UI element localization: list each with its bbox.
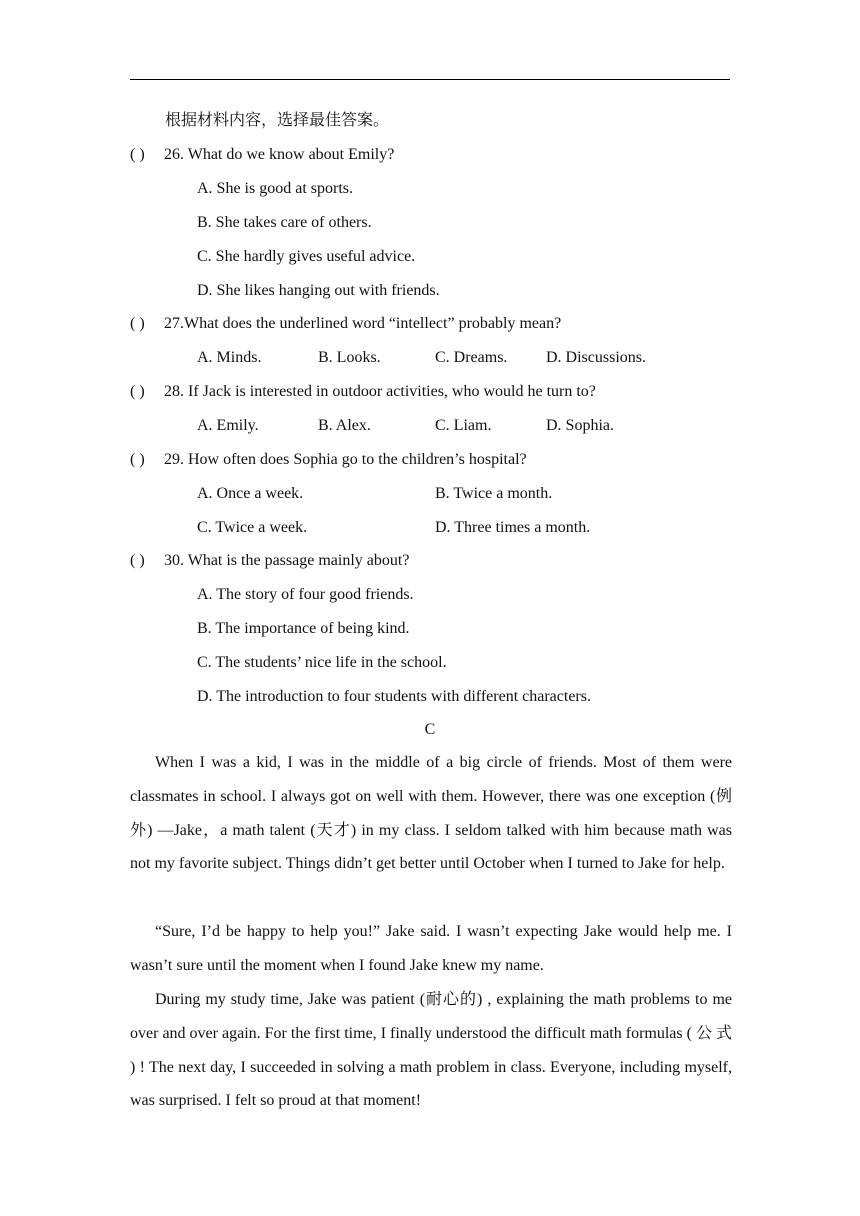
question-text: 29. How often does Sophia go to the children’s hospital? <box>164 451 527 468</box>
option-29-c: C. Twice a week. <box>197 519 308 536</box>
option-27-a: A. Minds. <box>197 349 262 366</box>
option-29-a: A. Once a week. <box>197 485 304 502</box>
option-30-b: B. The importance of being kind. <box>197 620 410 637</box>
passage-paragraph-2: “Sure, I’d be happy to help you!” Jake said. I wasn’t expecting Jake would help me. I wasn’t sure until the moment when I found Jake knew my name. <box>130 923 732 974</box>
question-26 <box>130 145 394 165</box>
option-30-a: A. The story of four good friends. <box>197 586 414 603</box>
question-29 <box>130 450 527 470</box>
instruction: 根据材料内容，选择最佳答案。 <box>165 112 390 129</box>
question-text: 28. If Jack is interested in outdoor activities, who would he turn to? <box>164 383 596 400</box>
option-27-d: D. Discussions. <box>546 349 647 366</box>
question-30 <box>130 551 409 571</box>
header-rule <box>130 79 730 80</box>
question-27 <box>130 314 561 334</box>
question-text: 27.What does the underlined word “intellect” probably mean? <box>164 315 562 332</box>
answer-blank[interactable]: ( ) <box>130 146 145 163</box>
option-28-b: B. Alex. <box>318 417 371 434</box>
section-label: C <box>424 721 436 738</box>
option-27-c: C. Dreams. <box>435 349 508 366</box>
option-26-d: D. She likes hanging out with friends. <box>197 282 440 299</box>
passage-paragraph-3: During my study time, Jake was patient (耐心的) , explaining the math problems to me over and over again. For the first time, I finally understood the difficult math formulas ( 公 式 ) ! The next day, I succeeded in solving a math problem in class. Everyone, including myself, was surprised. I felt so proud at that moment! <box>130 991 733 1110</box>
option-28-d: D. Sophia. <box>546 417 614 434</box>
passage-paragraph-1: When I was a kid, I was in the middle of a big circle of friends. Most of them were classmates in school. I always got on well with them. However, there was one exception (例外) —Jake，a math talent (天才) in my class. I seldom talked with him because math was not my favorite subject. Things didn’t get better until October when I turned to Jake for help. <box>130 754 732 873</box>
answer-blank[interactable]: ( ) <box>130 383 145 400</box>
option-27-b: B. Looks. <box>318 349 381 366</box>
option-28-c: C. Liam. <box>435 417 492 434</box>
option-26-c: C. She hardly gives useful advice. <box>197 248 416 265</box>
question-28 <box>130 382 596 402</box>
option-29-b: B. Twice a month. <box>435 485 553 502</box>
option-30-d: D. The introduction to four students with different characters. <box>197 688 591 705</box>
option-29-d: D. Three times a month. <box>435 519 591 536</box>
answer-blank[interactable]: ( ) <box>130 552 145 569</box>
question-text: 30. What is the passage mainly about? <box>164 552 410 569</box>
option-26-b: B. She takes care of others. <box>197 214 372 231</box>
option-30-c: C. The students’ nice life in the school. <box>197 654 447 671</box>
answer-blank[interactable]: ( ) <box>130 451 145 468</box>
option-26-a: A. She is good at sports. <box>197 180 353 197</box>
option-28-a: A. Emily. <box>197 417 259 434</box>
question-text: 26. What do we know about Emily? <box>164 146 395 163</box>
answer-blank[interactable]: ( ) <box>130 315 145 332</box>
